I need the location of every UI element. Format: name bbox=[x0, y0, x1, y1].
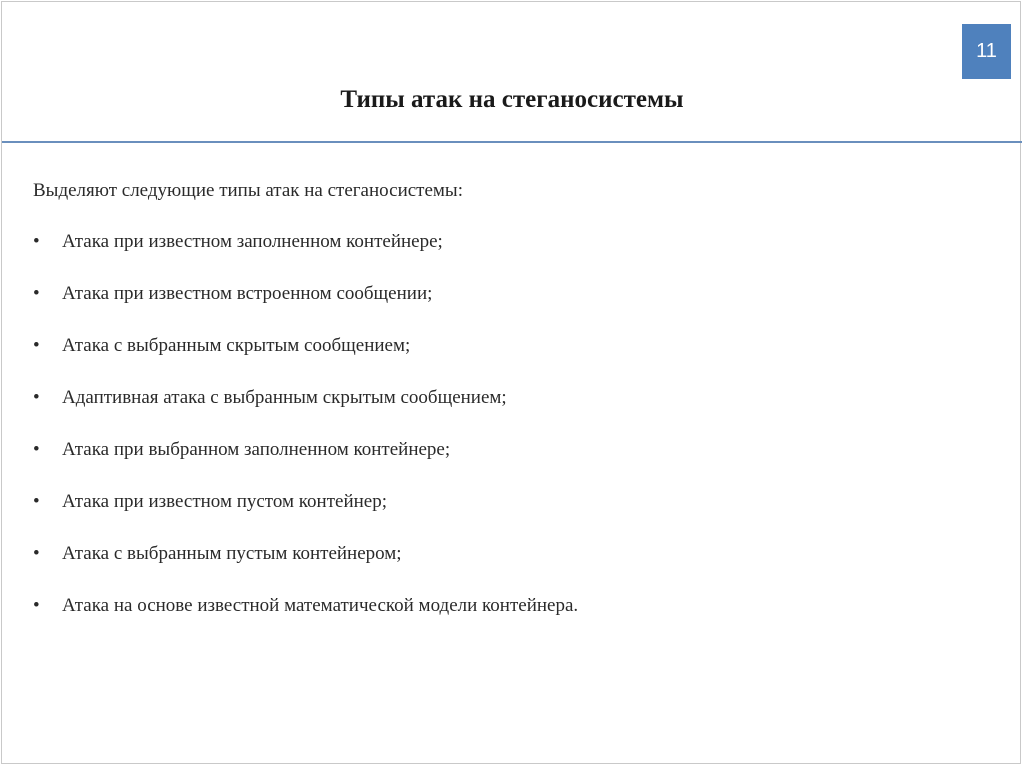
bullet-icon: • bbox=[33, 283, 40, 304]
slide-title: Типы атак на стеганосистемы bbox=[340, 86, 684, 113]
list-item-text: Атака при известном заполненном контейнере; bbox=[62, 231, 443, 252]
bullet-icon: • bbox=[33, 491, 40, 512]
page-number: 11 bbox=[976, 40, 997, 62]
list-item bbox=[33, 283, 578, 335]
list-item bbox=[33, 543, 578, 595]
page-number-badge bbox=[962, 24, 1011, 79]
list-item bbox=[33, 335, 578, 387]
bullet-icon: • bbox=[33, 439, 40, 460]
bullet-icon: • bbox=[33, 595, 40, 616]
bullet-icon: • bbox=[33, 335, 40, 356]
bullet-icon: • bbox=[33, 543, 40, 564]
bullet-icon: • bbox=[33, 387, 40, 408]
list-item-text: Атака при известном встроенном сообщении; bbox=[62, 283, 433, 304]
list-item-text: Атака с выбранным скрытым сообщением; bbox=[62, 335, 411, 356]
list-item-text: Атака при выбранном заполненном контейнере; bbox=[62, 439, 451, 460]
intro-text: Выделяют следующие типы атак на стеганосистемы: bbox=[33, 180, 463, 201]
bullet-icon: • bbox=[33, 231, 40, 252]
list-item bbox=[33, 595, 578, 647]
list-item-text: Адаптивная атака с выбранным скрытым сообщением; bbox=[62, 387, 507, 408]
list-item bbox=[33, 231, 578, 283]
title-divider bbox=[2, 141, 1022, 143]
list-item bbox=[33, 387, 578, 439]
list-item bbox=[33, 491, 578, 543]
list-item-text: Атака при известном пустом контейнер; bbox=[62, 491, 387, 512]
list-item-text: Атака на основе известной математической модели контейнера. bbox=[62, 595, 579, 616]
attack-types-list bbox=[33, 231, 578, 647]
list-item-text: Атака с выбранным пустым контейнером; bbox=[62, 543, 402, 564]
list-item bbox=[33, 439, 578, 491]
